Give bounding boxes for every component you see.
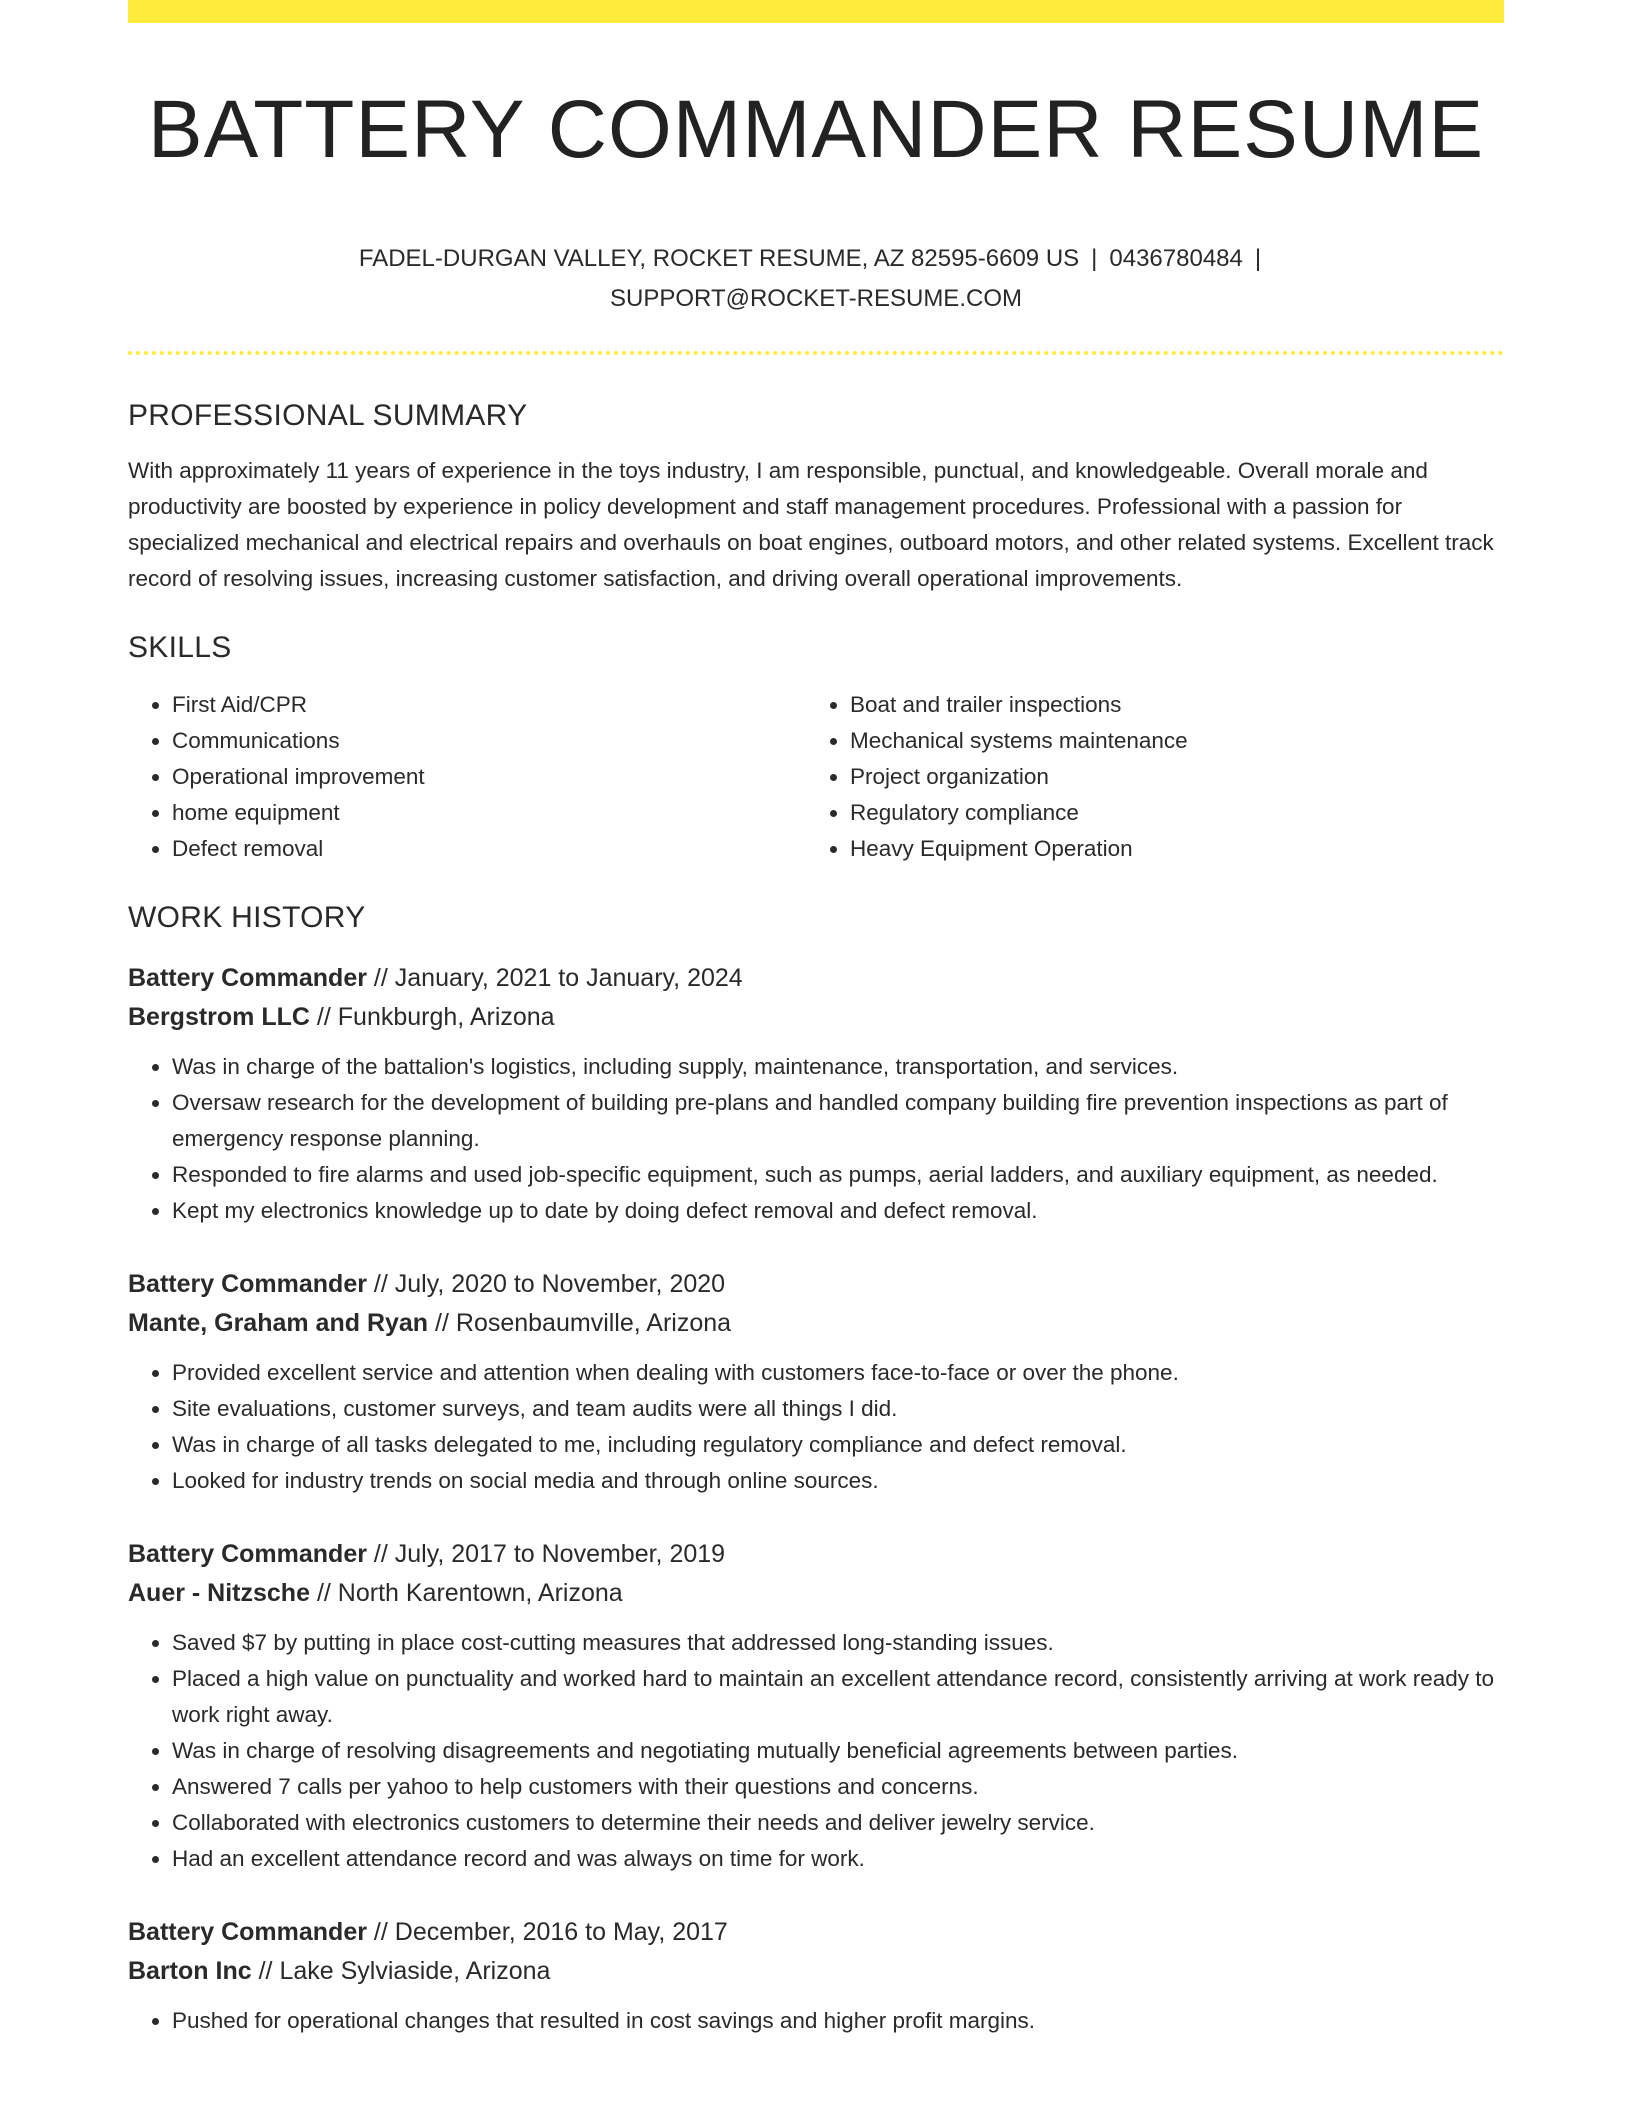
job-bullets	[128, 1625, 1504, 1877]
job-dates: July, 2020 to November, 2020	[394, 1270, 726, 1299]
job-bullet: • Was in charge of resolving disagreements and negotiating mutually beneficial agreements between parties.	[172, 1733, 1504, 1769]
job-company-line	[128, 998, 1504, 1037]
job-bullet: • Oversaw research for the development of building pre-plans and handled company building fire prevention inspections as part of emergency response planning.	[172, 1085, 1504, 1157]
job-company-line	[128, 1952, 1504, 1991]
job-entry	[128, 1265, 1504, 1499]
job-company: Bergstrom LLC	[128, 1003, 310, 1032]
skills-grid	[128, 687, 1504, 867]
skills-heading: SKILLS	[128, 631, 232, 665]
job-dates: July, 2017 to November, 2019	[394, 1540, 726, 1569]
job-bullet: • Pushed for operational changes that resulted in cost savings and higher profit margins.	[172, 2003, 1504, 2039]
job-bullets	[128, 2003, 1504, 2039]
skill-item: • Regulatory compliance	[850, 795, 1484, 831]
skill-item: • Heavy Equipment Operation	[850, 831, 1484, 867]
job-bullet: • Responded to fire alarms and used job-specific equipment, such as pumps, aerial ladders, and auxiliary equipment, as needed.	[172, 1157, 1504, 1193]
job-separator: //	[316, 1003, 331, 1032]
dotted-divider	[128, 351, 1504, 355]
job-entry	[128, 1913, 1504, 2039]
contact-separator: |	[1254, 245, 1262, 273]
job-title-line	[128, 1535, 1504, 1574]
job-bullet: • Collaborated with electronics customers to determine their needs and deliver jewelry service.	[172, 1805, 1504, 1841]
job-location: Funkburgh, Arizona	[337, 1003, 555, 1032]
job-entry	[128, 959, 1504, 1229]
skills-list-right	[806, 687, 1484, 867]
job-separator: //	[373, 1540, 388, 1569]
top-accent-bar	[128, 0, 1504, 23]
contact-phone: 0436780484	[1109, 245, 1243, 273]
job-title-line	[128, 959, 1504, 998]
job-bullet: • Saved $7 by putting in place cost-cutting measures that addressed long-standing issues.	[172, 1625, 1504, 1661]
job-location: Lake Sylviaside, Arizona	[279, 1957, 551, 1986]
job-location: Rosenbaumville, Arizona	[455, 1309, 732, 1338]
job-bullets	[128, 1049, 1504, 1229]
job-separator: //	[373, 1270, 388, 1299]
job-bullet: • Provided excellent service and attention when dealing with customers face-to-face or over the phone.	[172, 1355, 1504, 1391]
job-separator: //	[373, 1918, 388, 1947]
skill-item: • Communications	[172, 723, 806, 759]
job-dates: January, 2021 to January, 2024	[394, 964, 743, 993]
contact-separator: |	[1091, 245, 1098, 273]
skill-item: • Mechanical systems maintenance	[850, 723, 1484, 759]
contact-info	[128, 239, 1504, 319]
job-bullets	[128, 1355, 1504, 1499]
job-title-line	[128, 1913, 1504, 1952]
job-entry	[128, 1535, 1504, 1877]
resume-page	[128, 0, 1504, 2039]
job-bullet: • Looked for industry trends on social media and through online sources.	[172, 1463, 1504, 1499]
job-title: Battery Commander	[128, 964, 367, 993]
skill-item: • First Aid/CPR	[172, 687, 806, 723]
contact-line-1	[128, 239, 1504, 279]
job-title: Battery Commander	[128, 1270, 367, 1299]
skill-item: • Boat and trailer inspections	[850, 687, 1484, 723]
job-title: Battery Commander	[128, 1918, 367, 1947]
job-bullet: • Kept my electronics knowledge up to date by doing defect removal and defect removal.	[172, 1193, 1504, 1229]
skill-item: • Project organization	[850, 759, 1484, 795]
job-company-line	[128, 1574, 1504, 1613]
job-separator: //	[435, 1309, 449, 1338]
resume-title: BATTERY COMMANDER RESUME	[147, 84, 1485, 175]
job-company-line	[128, 1304, 1504, 1343]
job-bullet: • Site evaluations, customer surveys, and team audits were all things I did.	[172, 1391, 1504, 1427]
job-title: Battery Commander	[128, 1540, 367, 1569]
skills-list-left	[128, 687, 806, 867]
job-dates: December, 2016 to May, 2017	[394, 1918, 728, 1947]
job-company: Auer - Nitzsche	[128, 1579, 310, 1608]
work-history-heading: WORK HISTORY	[128, 901, 366, 935]
job-company: Barton Inc	[128, 1957, 252, 1986]
summary-text: With approximately 11 years of experience in the toys industry, I am responsible, punctual, and knowledgeable. Overall morale and productivity are boosted by experience in policy development and staff management procedures. Professional with a passion for specialized mechanical and electrical repairs and overhauls on boat engines, outboard motors, and other related systems. Excellent track record of resolving issues, increasing customer satisfaction, and driving overall operational improvements.	[128, 458, 1494, 592]
job-bullet: • Answered 7 calls per yahoo to help customers with their questions and concerns.	[172, 1769, 1504, 1805]
job-bullet: • Had an excellent attendance record and was always on time for work.	[172, 1841, 1504, 1877]
job-bullet: • Was in charge of the battalion's logistics, including supply, maintenance, transportation, and services.	[172, 1049, 1504, 1085]
job-location: North Karentown, Arizona	[337, 1579, 623, 1608]
job-bullet: • Was in charge of all tasks delegated to me, including regulatory compliance and defect removal.	[172, 1427, 1504, 1463]
skill-item: • Defect removal	[172, 831, 806, 867]
contact-line-2	[128, 279, 1504, 319]
summary-heading: PROFESSIONAL SUMMARY	[128, 399, 528, 433]
skill-item: • home equipment	[172, 795, 806, 831]
job-separator: //	[373, 964, 388, 993]
job-separator: //	[258, 1957, 273, 1986]
contact-address: FADEL-DURGAN VALLEY, ROCKET RESUME, AZ 82595-6609 US	[358, 245, 1080, 273]
contact-email[interactable]: SUPPORT@ROCKET-RESUME.COM	[610, 285, 1022, 313]
job-company: Mante, Graham and Ryan	[128, 1309, 429, 1338]
job-bullet: • Placed a high value on punctuality and worked hard to maintain an excellent attendance record, consistently arriving at work ready to work right away.	[172, 1661, 1504, 1733]
job-separator: //	[316, 1579, 331, 1608]
job-title-line	[128, 1265, 1504, 1304]
skill-item: • Operational improvement	[172, 759, 806, 795]
